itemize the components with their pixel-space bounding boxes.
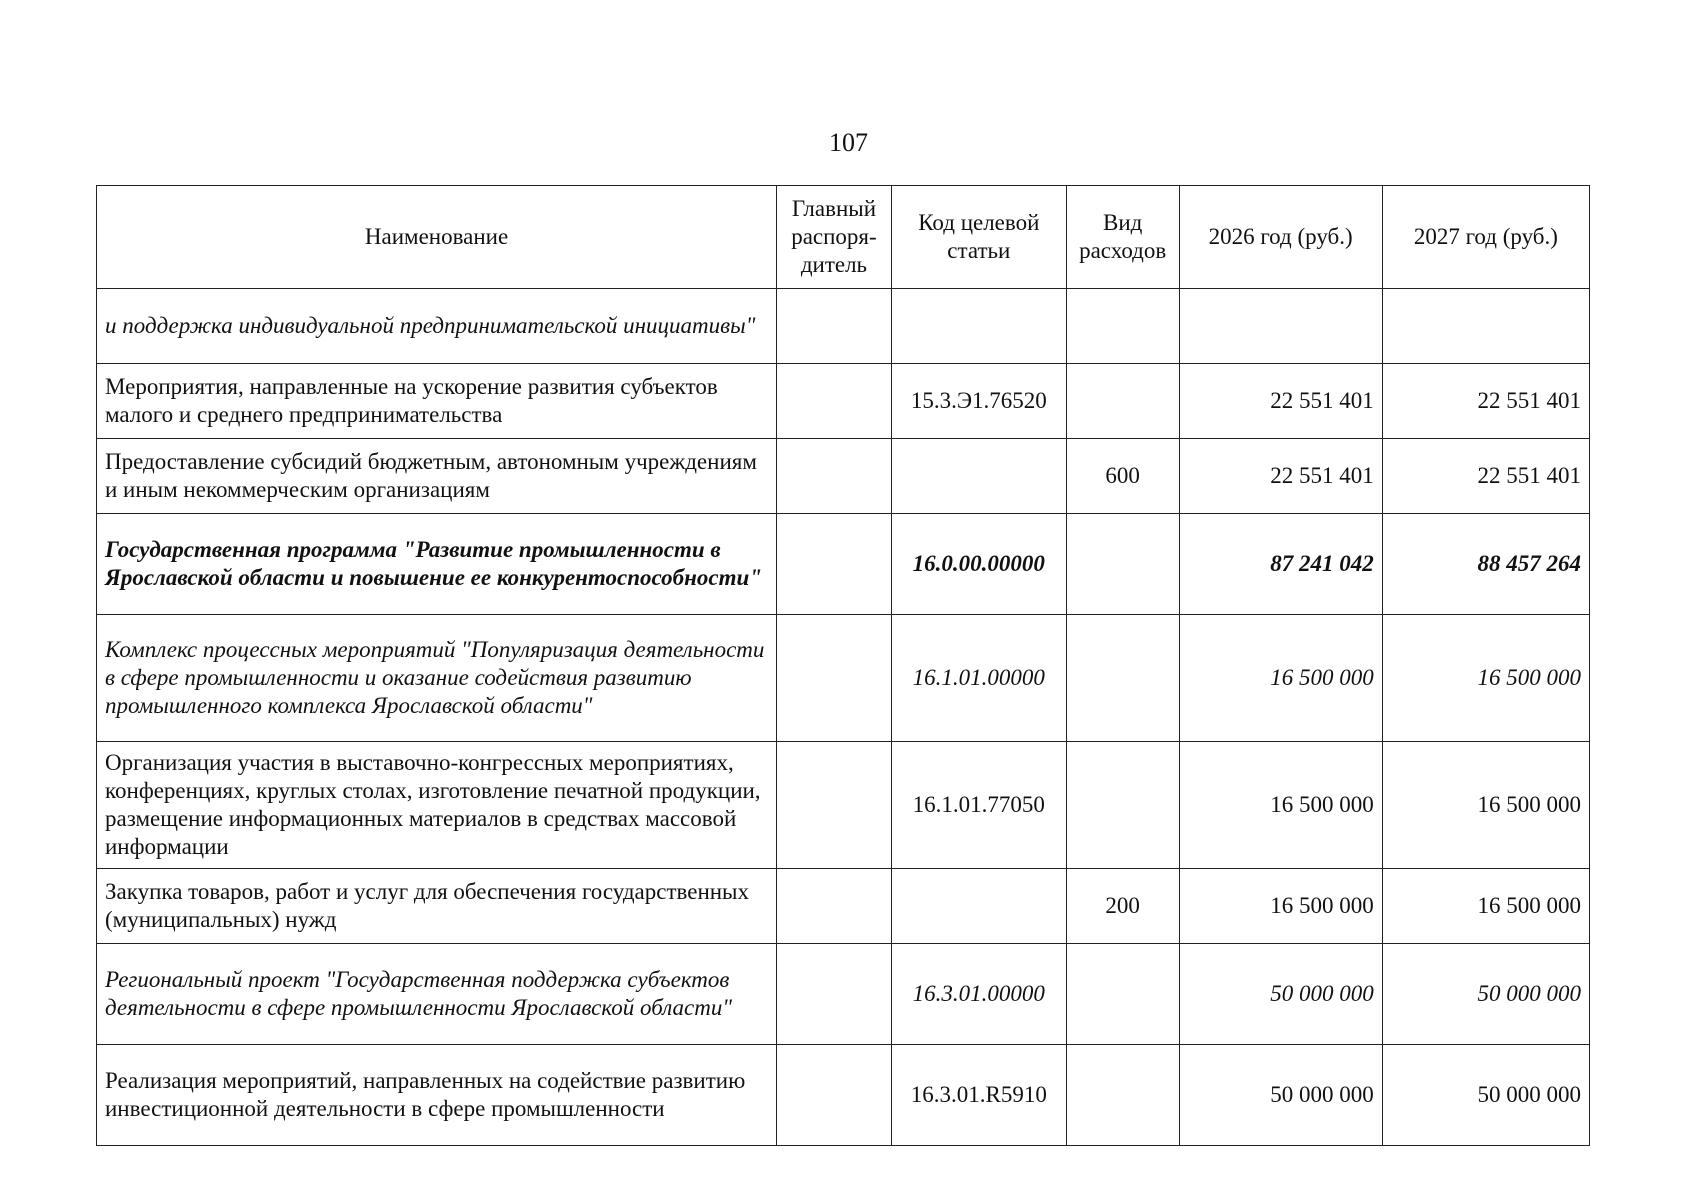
row-2026: 16 500 000 <box>1179 615 1382 742</box>
budget-table <box>96 185 1590 1146</box>
row-2027: 88 457 264 <box>1382 514 1589 615</box>
table-row <box>97 1045 1590 1146</box>
row-name: Предоставление субсидий бюджетным, автономным учреждениям и иным некоммерческим организациям <box>97 439 777 514</box>
row-manager <box>777 1045 892 1146</box>
table-row <box>97 289 1590 364</box>
row-2026: 50 000 000 <box>1179 944 1382 1045</box>
header-row <box>97 186 1590 289</box>
row-2026: 22 551 401 <box>1179 439 1382 514</box>
table-row <box>97 742 1590 869</box>
table-row <box>97 439 1590 514</box>
header-2026: 2026 год (руб.) <box>1179 186 1382 289</box>
row-2026 <box>1179 289 1382 364</box>
header-kind: Вид расходов <box>1066 186 1179 289</box>
row-code <box>891 869 1066 944</box>
row-2027: 50 000 000 <box>1382 1045 1589 1146</box>
row-2027: 50 000 000 <box>1382 944 1589 1045</box>
row-2027: 16 500 000 <box>1382 615 1589 742</box>
row-code: 16.3.01.00000 <box>891 944 1066 1045</box>
row-kind <box>1066 742 1179 869</box>
row-code: 16.1.01.00000 <box>891 615 1066 742</box>
header-name: Наименование <box>97 186 777 289</box>
row-2026: 50 000 000 <box>1179 1045 1382 1146</box>
row-manager <box>777 364 892 439</box>
row-code: 16.0.00.00000 <box>891 514 1066 615</box>
row-name: Государственная программа "Развитие промышленности в Ярославской области и повышение ее конкурентоспособности" <box>97 514 777 615</box>
row-manager <box>777 869 892 944</box>
row-code: 15.3.Э1.76520 <box>891 364 1066 439</box>
row-manager <box>777 514 892 615</box>
row-2026: 16 500 000 <box>1179 869 1382 944</box>
row-kind <box>1066 514 1179 615</box>
row-manager <box>777 944 892 1045</box>
row-name: Комплекс процессных мероприятий "Популяризация деятельности в сфере промышленности и оказание содействия развитию промышленного комплекса Ярославской области" <box>97 615 777 742</box>
row-2027: 16 500 000 <box>1382 869 1589 944</box>
table-row <box>97 869 1590 944</box>
header-2027: 2027 год (руб.) <box>1382 186 1589 289</box>
row-2026: 22 551 401 <box>1179 364 1382 439</box>
header-manager: Главный распоря-дитель <box>777 186 892 289</box>
row-manager <box>777 439 892 514</box>
row-kind: 600 <box>1066 439 1179 514</box>
row-manager <box>777 615 892 742</box>
row-kind <box>1066 1045 1179 1146</box>
table-row <box>97 615 1590 742</box>
row-code: 16.1.01.77050 <box>891 742 1066 869</box>
row-name: Мероприятия, направленные на ускорение развития субъектов малого и среднего предпринимательства <box>97 364 777 439</box>
row-2027 <box>1382 289 1589 364</box>
row-code <box>891 439 1066 514</box>
table-row <box>97 514 1590 615</box>
row-kind: 200 <box>1066 869 1179 944</box>
row-code <box>891 289 1066 364</box>
row-kind <box>1066 944 1179 1045</box>
row-name: Региональный проект "Государственная поддержка субъектов деятельности в сфере промышленности Ярославской области" <box>97 944 777 1045</box>
row-manager <box>777 289 892 364</box>
row-code: 16.3.01.R5910 <box>891 1045 1066 1146</box>
row-2027: 22 551 401 <box>1382 364 1589 439</box>
row-name: Организация участия в выставочно-конгрессных мероприятиях, конференциях, круглых столах, изготовление печатной продукции, размещение информационных материалов в средствах массовой информации <box>97 742 777 869</box>
row-2026: 16 500 000 <box>1179 742 1382 869</box>
row-2026: 87 241 042 <box>1179 514 1382 615</box>
row-name: Реализация мероприятий, направленных на содействие развитию инвестиционной деятельности в сфере промышленности <box>97 1045 777 1146</box>
row-kind <box>1066 364 1179 439</box>
table-row <box>97 944 1590 1045</box>
header-code: Код целевой статьи <box>891 186 1066 289</box>
row-kind <box>1066 289 1179 364</box>
row-manager <box>777 742 892 869</box>
row-kind <box>1066 615 1179 742</box>
table-row <box>97 364 1590 439</box>
row-name: Закупка товаров, работ и услуг для обеспечения государственных (муниципальных) нужд <box>97 869 777 944</box>
row-2027: 22 551 401 <box>1382 439 1589 514</box>
row-name: и поддержка индивидуальной предпринимательской инициативы" <box>97 289 777 364</box>
row-2027: 16 500 000 <box>1382 742 1589 869</box>
page-number: 107 <box>829 128 868 157</box>
